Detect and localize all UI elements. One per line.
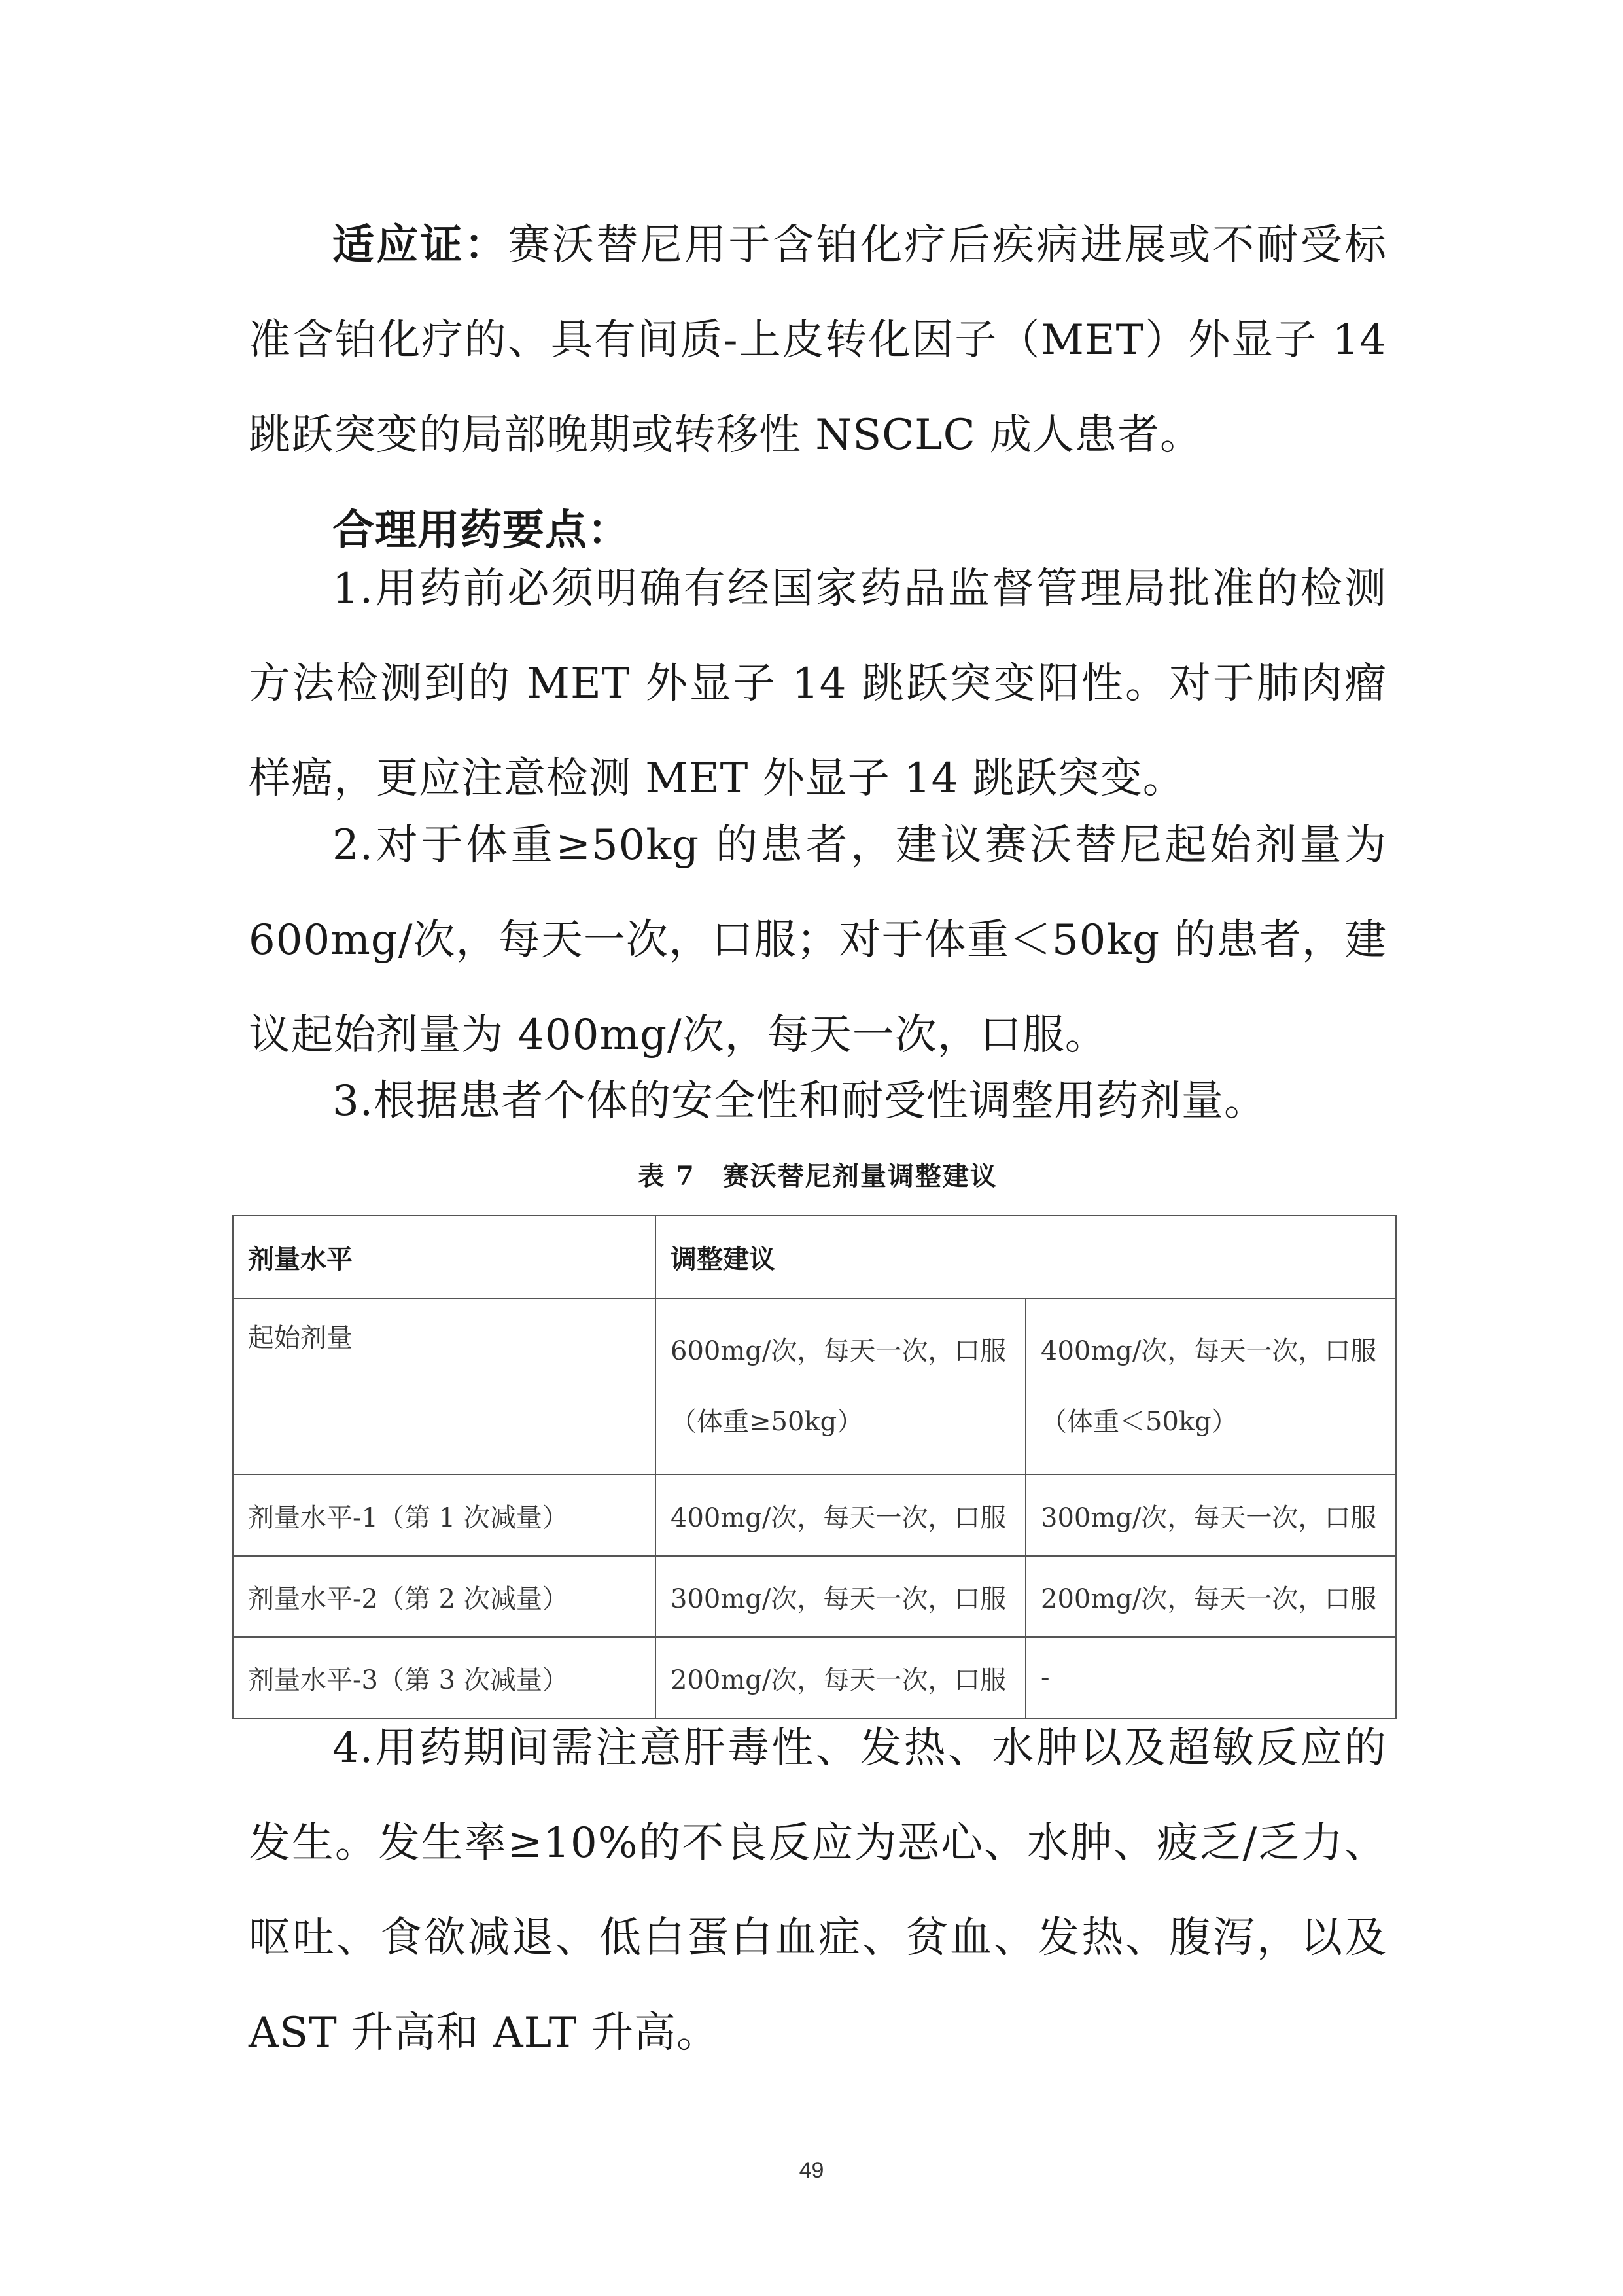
dose-level-label: 剂量水平-3（第 3 次减量）: [233, 1637, 655, 1718]
start-dose-light-line2: （体重＜50kg）: [1041, 1407, 1238, 1437]
point-3-paragraph: 3.根据患者个体的安全性和耐受性调整用药剂量。: [332, 1077, 1267, 1125]
table-row-start-dose: [233, 1298, 1396, 1475]
start-dose-light-line1: 400mg/次，每天一次，口服: [1041, 1336, 1377, 1366]
dose-light-cell: 200mg/次，每天一次，口服: [1026, 1556, 1396, 1637]
point-1-paragraph: 1.用药前必须明确有经国家药品监督管理局批准的检测方法检测到的 MET 外显子 14 跳跃突变阳性。对于肺肉瘤样癌，更应注意检测 MET 外显子 14 跳跃突变。: [249, 565, 1387, 803]
dose-light-cell: 300mg/次，每天一次，口服: [1026, 1475, 1396, 1556]
indication-text: 赛沃替尼用于含铂化疗后疾病进展或不耐受标准含铂化疗的、具有间质-上皮转化因子（MET）外显子 14 跳跃突变的局部晚期或转移性 NSCLC 成人患者。: [249, 221, 1387, 459]
header-adjustment: 调整建议: [655, 1216, 1396, 1298]
start-dose-heavy-line2: （体重≥50kg）: [671, 1407, 864, 1437]
dose-light-cell: -: [1026, 1637, 1396, 1718]
point-4-paragraph: 4.用药期间需注意肝毒性、发热、水肿以及超敏反应的发生。发生率≥10%的不良反应为恶心、水肿、疲乏/乏力、呕吐、食欲减退、低白蛋白血症、贫血、发热、腹泻，以及 AST 升高和 ALT 升高。: [249, 1724, 1387, 2057]
dose-heavy-cell: 300mg/次，每天一次，口服: [655, 1556, 1026, 1637]
indication-paragraph: [249, 198, 1387, 483]
indication-label: 适应证：: [332, 221, 509, 270]
header-dose-level: 剂量水平: [233, 1216, 655, 1298]
dose-heavy-cell: 400mg/次，每天一次，口服: [655, 1475, 1026, 1556]
point-2-paragraph: 2.对于体重≥50kg 的患者，建议赛沃替尼起始剂量为 600mg/次，每天一次，口服；对于体重＜50kg 的患者，建议起始剂量为 400mg/次，每天一次，口服。: [249, 821, 1387, 1059]
table-header-row: [233, 1216, 1396, 1298]
table-row: [233, 1556, 1396, 1637]
dose-level-label: 剂量水平-1（第 1 次减量）: [233, 1475, 655, 1556]
start-dose-heavy-line1: 600mg/次，每天一次，口服: [671, 1336, 1007, 1366]
start-dose-label: 起始剂量: [233, 1298, 655, 1475]
table-row: [233, 1475, 1396, 1556]
dose-adjustment-table: [232, 1215, 1397, 1719]
key-points-heading: 合理用药要点：: [332, 506, 630, 555]
start-dose-heavy-cell: [655, 1298, 1026, 1475]
start-dose-light-cell: [1026, 1298, 1396, 1475]
table-caption: 表 7 赛沃替尼剂量调整建议: [638, 1161, 998, 1192]
dose-level-label: 剂量水平-2（第 2 次减量）: [233, 1556, 655, 1637]
dose-heavy-cell: 200mg/次，每天一次，口服: [655, 1637, 1026, 1718]
page-number: 49: [799, 2158, 824, 2183]
